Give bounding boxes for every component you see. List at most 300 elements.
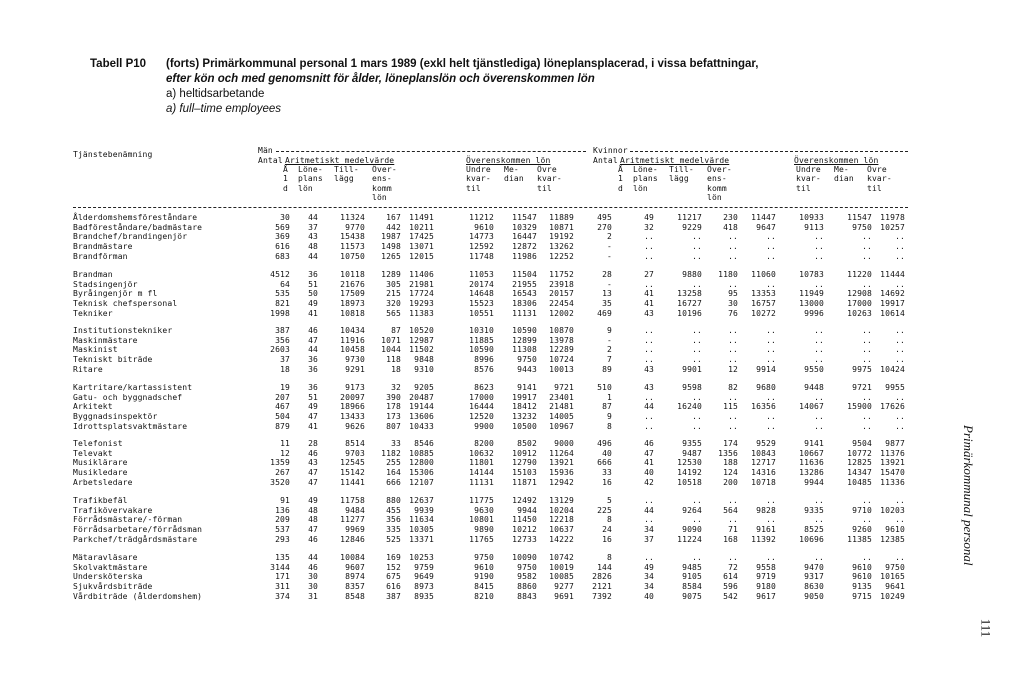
table-cell: 17626: [880, 402, 905, 412]
table-cell: ..: [814, 496, 824, 505]
table-cell: ..: [692, 326, 702, 335]
table-cell: ..: [895, 242, 905, 252]
table-cell: 47: [308, 525, 318, 535]
table-cell: 11131: [469, 477, 494, 487]
sub-undre-women: Undre: [796, 165, 821, 174]
table-cell: 8973: [414, 582, 434, 592]
table-cell: ..: [895, 232, 905, 242]
row-label: Ålderdomshemsföreståndare: [73, 213, 198, 222]
table-cell: ..: [766, 421, 776, 431]
row-label: Byggnadsinspektör: [73, 412, 158, 422]
table-cell: 44: [308, 553, 318, 562]
table-cell: ..: [895, 326, 905, 335]
table-cell: 9335: [804, 505, 824, 515]
table-cell: 564: [723, 505, 738, 515]
table-cell: ..: [644, 553, 654, 562]
table-cell: 34: [644, 582, 654, 592]
table-cell: 9975: [852, 364, 872, 374]
table-cell: 9939: [414, 505, 434, 515]
table-cell: 3144: [270, 562, 290, 572]
title-line-4: a) full–time employees: [166, 103, 282, 115]
table-cell: 8996: [474, 355, 494, 365]
table-cell: 11636: [799, 458, 824, 468]
table-cell: 2603: [270, 345, 290, 355]
table-cell: 9610: [474, 562, 494, 572]
table-cell: 230: [723, 213, 738, 222]
table-cell: 675: [386, 572, 401, 582]
table-cell: 12790: [512, 458, 537, 468]
table-cell: 47: [308, 335, 318, 345]
table-cell: 9173: [345, 383, 365, 392]
table-cell: ..: [766, 355, 776, 365]
table-cell: 12717: [751, 458, 776, 468]
table-cell: 10500: [512, 421, 537, 431]
table-cell: 10118: [340, 270, 365, 279]
table-cell: 616: [275, 242, 290, 252]
table-cell: 9229: [682, 222, 702, 232]
table-cell: 11547: [512, 213, 537, 222]
row-label: Maskinist: [73, 345, 118, 355]
table-cell: ..: [895, 355, 905, 365]
table-cell: 21481: [549, 402, 574, 412]
table-cell: 13000: [799, 299, 824, 309]
sub-til-women: til: [796, 184, 811, 193]
table-cell: 9828: [756, 505, 776, 515]
table-cell: 30: [308, 582, 318, 592]
table-cell: ..: [766, 326, 776, 335]
table-cell: 9901: [682, 364, 702, 374]
table-cell: 10165: [880, 572, 905, 582]
table-cell: 13: [602, 289, 612, 299]
row-label: Gatu- och byggnadschef: [73, 392, 183, 402]
table-cell: 10203: [880, 505, 905, 515]
table-cell: 9703: [345, 448, 365, 458]
table-cell: 10249: [880, 591, 905, 601]
side-title: Primärkommunal personal: [961, 425, 976, 566]
table-cell: ..: [692, 392, 702, 402]
table-cell: ..: [895, 392, 905, 402]
table-cell: ..: [692, 355, 702, 365]
table-cell: 19144: [409, 402, 434, 412]
table-cell: -: [607, 335, 612, 345]
table-cell: ..: [692, 553, 702, 562]
table-cell: 614: [723, 572, 738, 582]
table-cell: 2: [607, 345, 612, 355]
table-cell: 12530: [677, 458, 702, 468]
table-cell: 13071: [409, 242, 434, 252]
table-cell: 9105: [682, 572, 702, 582]
row-label: Ritare: [73, 364, 103, 374]
table-cell: 44: [308, 345, 318, 355]
table-cell: 293: [275, 534, 290, 544]
table-cell: 879: [275, 421, 290, 431]
table-cell: 356: [275, 335, 290, 345]
table-cell: 36: [308, 355, 318, 365]
table-cell: 11336: [880, 477, 905, 487]
table-cell: 12015: [409, 251, 434, 261]
table-cell: ..: [692, 496, 702, 505]
table-cell: 821: [275, 299, 290, 309]
header-bottom-rule: [73, 207, 908, 208]
table-cell: 16444: [469, 402, 494, 412]
table-cell: ..: [644, 326, 654, 335]
table-cell: 537: [275, 525, 290, 535]
table-cell: 44: [308, 251, 318, 261]
table-cell: 305: [386, 279, 401, 289]
table-cell: 10590: [469, 345, 494, 355]
table-cell: 17509: [340, 289, 365, 299]
table-cell: 11573: [340, 242, 365, 252]
sub-til-men: til: [466, 184, 481, 193]
table-cell: 174: [723, 439, 738, 448]
table-cell: 41: [644, 299, 654, 309]
table-cell: 9630: [474, 505, 494, 515]
table-cell: 11277: [340, 515, 365, 525]
table-cell: 8630: [804, 582, 824, 592]
table-cell: 11748: [469, 251, 494, 261]
table-cell: 10305: [409, 525, 434, 535]
table-cell: 16: [602, 477, 612, 487]
table-cell: 36: [308, 364, 318, 374]
table-cell: 9680: [756, 383, 776, 392]
table-cell: 11491: [409, 213, 434, 222]
table-cell: ..: [644, 345, 654, 355]
table-cell: 11871: [512, 477, 537, 487]
table-cell: 9607: [345, 562, 365, 572]
men-rule: [276, 151, 586, 152]
table-cell: 8843: [517, 591, 537, 601]
sub-d-women: d: [618, 184, 623, 193]
table-cell: 16: [602, 534, 612, 544]
table-cell: 596: [723, 582, 738, 592]
table-cell: 12908: [847, 289, 872, 299]
table-cell: 11376: [880, 448, 905, 458]
table-cell: 9914: [756, 364, 776, 374]
table-cell: 11949: [799, 289, 824, 299]
table-cell: 17000: [469, 392, 494, 402]
sub-lon2-men: lön: [372, 193, 387, 202]
table-cell: ..: [692, 242, 702, 252]
table-cell: 11324: [340, 213, 365, 222]
table-cell: 9: [607, 326, 612, 335]
table-cell: ..: [895, 553, 905, 562]
table-cell: ..: [862, 242, 872, 252]
table-cell: 91: [280, 496, 290, 505]
table-cell: 19917: [880, 299, 905, 309]
table-cell: ..: [766, 242, 776, 252]
table-cell: 72: [728, 562, 738, 572]
table-cell: 1359: [270, 458, 290, 468]
table-cell: 11447: [751, 213, 776, 222]
table-cell: 15470: [880, 468, 905, 478]
table-cell: 418: [723, 222, 738, 232]
table-cell: 47: [644, 448, 654, 458]
table-cell: ..: [728, 355, 738, 365]
table-cell: 47: [308, 412, 318, 422]
table-cell: 43: [644, 308, 654, 318]
table-cell: 9050: [804, 591, 824, 601]
sub-plans-men: plans: [298, 174, 323, 183]
table-cell: 42: [644, 477, 654, 487]
table-cell: 8623: [474, 383, 494, 392]
table-cell: 43: [644, 364, 654, 374]
table-cell: 335: [386, 525, 401, 535]
table-cell: ..: [814, 355, 824, 365]
table-cell: 9955: [885, 383, 905, 392]
table-cell: 18306: [512, 299, 537, 309]
table-cell: 9264: [682, 505, 702, 515]
table-cell: 9598: [682, 383, 702, 392]
table-cell: ..: [814, 251, 824, 261]
table-cell: 10933: [799, 213, 824, 222]
sub-komm-women: komm: [707, 184, 727, 193]
table-cell: 504: [275, 412, 290, 422]
table-cell: 9277: [554, 582, 574, 592]
table-cell: 10211: [409, 222, 434, 232]
row-label: Stadsingenjör: [73, 279, 138, 289]
sub-dian-men: dian: [504, 174, 524, 183]
table-cell: 9610: [852, 562, 872, 572]
table-cell: 11060: [751, 270, 776, 279]
row-label: Televakt: [73, 448, 113, 458]
table-cell: 200: [723, 477, 738, 487]
row-label: Idrottsplatsvaktmästare: [73, 421, 188, 431]
table-cell: 535: [275, 289, 290, 299]
table-cell: ..: [895, 496, 905, 505]
table-cell: 14648: [469, 289, 494, 299]
table-cell: 9944: [517, 505, 537, 515]
row-label: Förrådsmästare/-förman: [73, 515, 183, 525]
table-cell: 880: [386, 496, 401, 505]
table-cell: 13286: [799, 468, 824, 478]
table-cell: ..: [814, 335, 824, 345]
table-cell: 47: [308, 477, 318, 487]
table-cell: 171: [275, 572, 290, 582]
table-cell: 9484: [345, 505, 365, 515]
col-antal-men: Antal: [258, 156, 283, 165]
table-cell: 2: [607, 232, 612, 242]
table-cell: 30: [280, 213, 290, 222]
table-cell: 9691: [554, 591, 574, 601]
table-cell: 15900: [847, 402, 872, 412]
table-cell: 215: [386, 289, 401, 299]
table-cell: 37: [308, 222, 318, 232]
table-cell: 11801: [469, 458, 494, 468]
table-cell: ..: [644, 392, 654, 402]
table-cell: 10253: [409, 553, 434, 562]
table-cell: 8200: [474, 439, 494, 448]
table-cell: 356: [386, 515, 401, 525]
sub-a-men: Å: [283, 165, 288, 174]
table-cell: ..: [728, 326, 738, 335]
table-cell: 11758: [340, 496, 365, 505]
table-cell: 12592: [469, 242, 494, 252]
table-cell: ..: [862, 279, 872, 289]
table-cell: 8525: [804, 525, 824, 535]
table-cell: 11752: [549, 270, 574, 279]
table-cell: 11775: [469, 496, 494, 505]
col-overens-men: Överenskommen lön: [466, 156, 551, 165]
row-label: Arkitekt: [73, 402, 113, 412]
table-cell: 9135: [852, 582, 872, 592]
table-cell: 37: [644, 534, 654, 544]
table-cell: 10433: [409, 421, 434, 431]
sub-over-men: Över-: [372, 165, 397, 174]
table-cell: 9205: [414, 383, 434, 392]
table-cell: 12218: [549, 515, 574, 525]
title-line-3: a) heltidsarbetande: [166, 88, 265, 100]
table-cell: 10590: [512, 326, 537, 335]
table-cell: 442: [386, 222, 401, 232]
table-cell: 9090: [682, 525, 702, 535]
table-cell: 9529: [756, 439, 776, 448]
table-cell: 1071: [381, 335, 401, 345]
table-cell: 17425: [409, 232, 434, 242]
table-cell: 36: [308, 270, 318, 279]
table-cell: 13262: [549, 242, 574, 252]
table-cell: 11: [280, 439, 290, 448]
table-cell: 510: [597, 383, 612, 392]
table-cell: 9317: [804, 572, 824, 582]
table-cell: 46: [308, 534, 318, 544]
table-cell: 12987: [409, 335, 434, 345]
col-overens-women: Överenskommen lön: [794, 156, 879, 165]
table-cell: ..: [862, 355, 872, 365]
sub-till-women: Till-: [669, 165, 694, 174]
col-occupation: Tjänstebenämning: [73, 150, 153, 159]
table-cell: 13353: [751, 289, 776, 299]
table-cell: ..: [814, 412, 824, 422]
table-cell: 10310: [469, 326, 494, 335]
table-cell: 11444: [880, 270, 905, 279]
table-cell: 8502: [517, 439, 537, 448]
table-cell: 9759: [414, 562, 434, 572]
sub-dian-women: dian: [834, 174, 854, 183]
table-cell: 9900: [474, 421, 494, 431]
table-cell: 16240: [677, 402, 702, 412]
sub-ens-women: ens-: [707, 174, 727, 183]
table-cell: 11220: [847, 270, 872, 279]
table-cell: 9291: [345, 364, 365, 374]
table-cell: 12: [280, 448, 290, 458]
table-cell: 87: [602, 402, 612, 412]
table-cell: 1: [607, 392, 612, 402]
table-cell: 51: [308, 392, 318, 402]
sub-a-women: Å: [618, 165, 623, 174]
table-cell: 44: [308, 213, 318, 222]
table-cell: 10632: [469, 448, 494, 458]
table-cell: 11392: [751, 534, 776, 544]
sub-kvar-men: kvar-: [466, 174, 491, 183]
table-cell: 30: [728, 299, 738, 309]
table-cell: 21955: [512, 279, 537, 289]
table-cell: 387: [275, 326, 290, 335]
table-cell: 469: [597, 308, 612, 318]
table-cell: 270: [597, 222, 612, 232]
table-cell: 10870: [549, 326, 574, 335]
table-cell: 10696: [799, 534, 824, 544]
table-cell: 32: [391, 383, 401, 392]
table-cell: 11502: [409, 345, 434, 355]
table-cell: 10818: [340, 308, 365, 318]
row-label: Förrådsarbetare/förrådsman: [73, 525, 203, 535]
row-label: Institutionstekniker: [73, 326, 173, 335]
table-cell: 14192: [677, 468, 702, 478]
table-cell: ..: [728, 392, 738, 402]
table-cell: 178: [386, 402, 401, 412]
table-cell: 14005: [549, 412, 574, 422]
row-label: Skolvaktmästare: [73, 562, 148, 572]
table-cell: ..: [766, 232, 776, 242]
table-cell: 8: [607, 515, 612, 525]
table-cell: 14347: [847, 468, 872, 478]
row-label: Trafikbefäl: [73, 496, 128, 505]
sub-me-men: Me-: [504, 165, 519, 174]
table-cell: 18: [280, 364, 290, 374]
table-cell: ..: [766, 515, 776, 525]
table-cell: 10257: [880, 222, 905, 232]
table-cell: 44: [644, 505, 654, 515]
table-cell: 21981: [409, 279, 434, 289]
col-women: Kvinnor: [593, 146, 628, 155]
table-cell: 118: [386, 355, 401, 365]
table-cell: 12: [728, 364, 738, 374]
table-cell: 8: [607, 421, 612, 431]
table-cell: 8584: [682, 582, 702, 592]
table-cell: ..: [814, 232, 824, 242]
table-cell: 34: [644, 525, 654, 535]
table-cell: 30: [308, 572, 318, 582]
table-cell: ..: [862, 496, 872, 505]
table-cell: 455: [386, 505, 401, 515]
table-cell: 666: [597, 458, 612, 468]
table-cell: 10718: [751, 477, 776, 487]
table-cell: 46: [644, 439, 654, 448]
table-cell: 13371: [409, 534, 434, 544]
table-cell: 43: [308, 458, 318, 468]
row-label: Brandmästare: [73, 242, 133, 252]
table-cell: 7: [607, 355, 612, 365]
table-cell: ..: [644, 421, 654, 431]
table-cell: 10967: [549, 421, 574, 431]
table-cell: 9610: [474, 222, 494, 232]
table-cell: -: [607, 242, 612, 252]
table-cell: 164: [386, 468, 401, 478]
table-cell: 135: [275, 553, 290, 562]
sub-lagg-women: lägg: [669, 174, 689, 183]
table-cell: ..: [692, 232, 702, 242]
table-cell: 11383: [409, 308, 434, 318]
table-cell: 9610: [885, 525, 905, 535]
row-label: Teknisk chefspersonal: [73, 299, 178, 309]
table-cell: 9443: [517, 364, 537, 374]
table-cell: 11212: [469, 213, 494, 222]
sub-undre-men: Undre: [466, 165, 491, 174]
table-cell: 173: [386, 412, 401, 422]
table-cell: 10424: [880, 364, 905, 374]
table-cell: 1498: [381, 242, 401, 252]
table-cell: 71: [728, 525, 738, 535]
table-cell: 8974: [345, 572, 365, 582]
table-cell: ..: [895, 279, 905, 289]
table-cell: 9470: [804, 562, 824, 572]
table-cell: 9730: [345, 355, 365, 365]
table-cell: 32: [644, 222, 654, 232]
table-cell: ..: [728, 335, 738, 345]
table-cell: 16543: [512, 289, 537, 299]
table-cell: ..: [644, 251, 654, 261]
table-cell: 374: [275, 591, 290, 601]
